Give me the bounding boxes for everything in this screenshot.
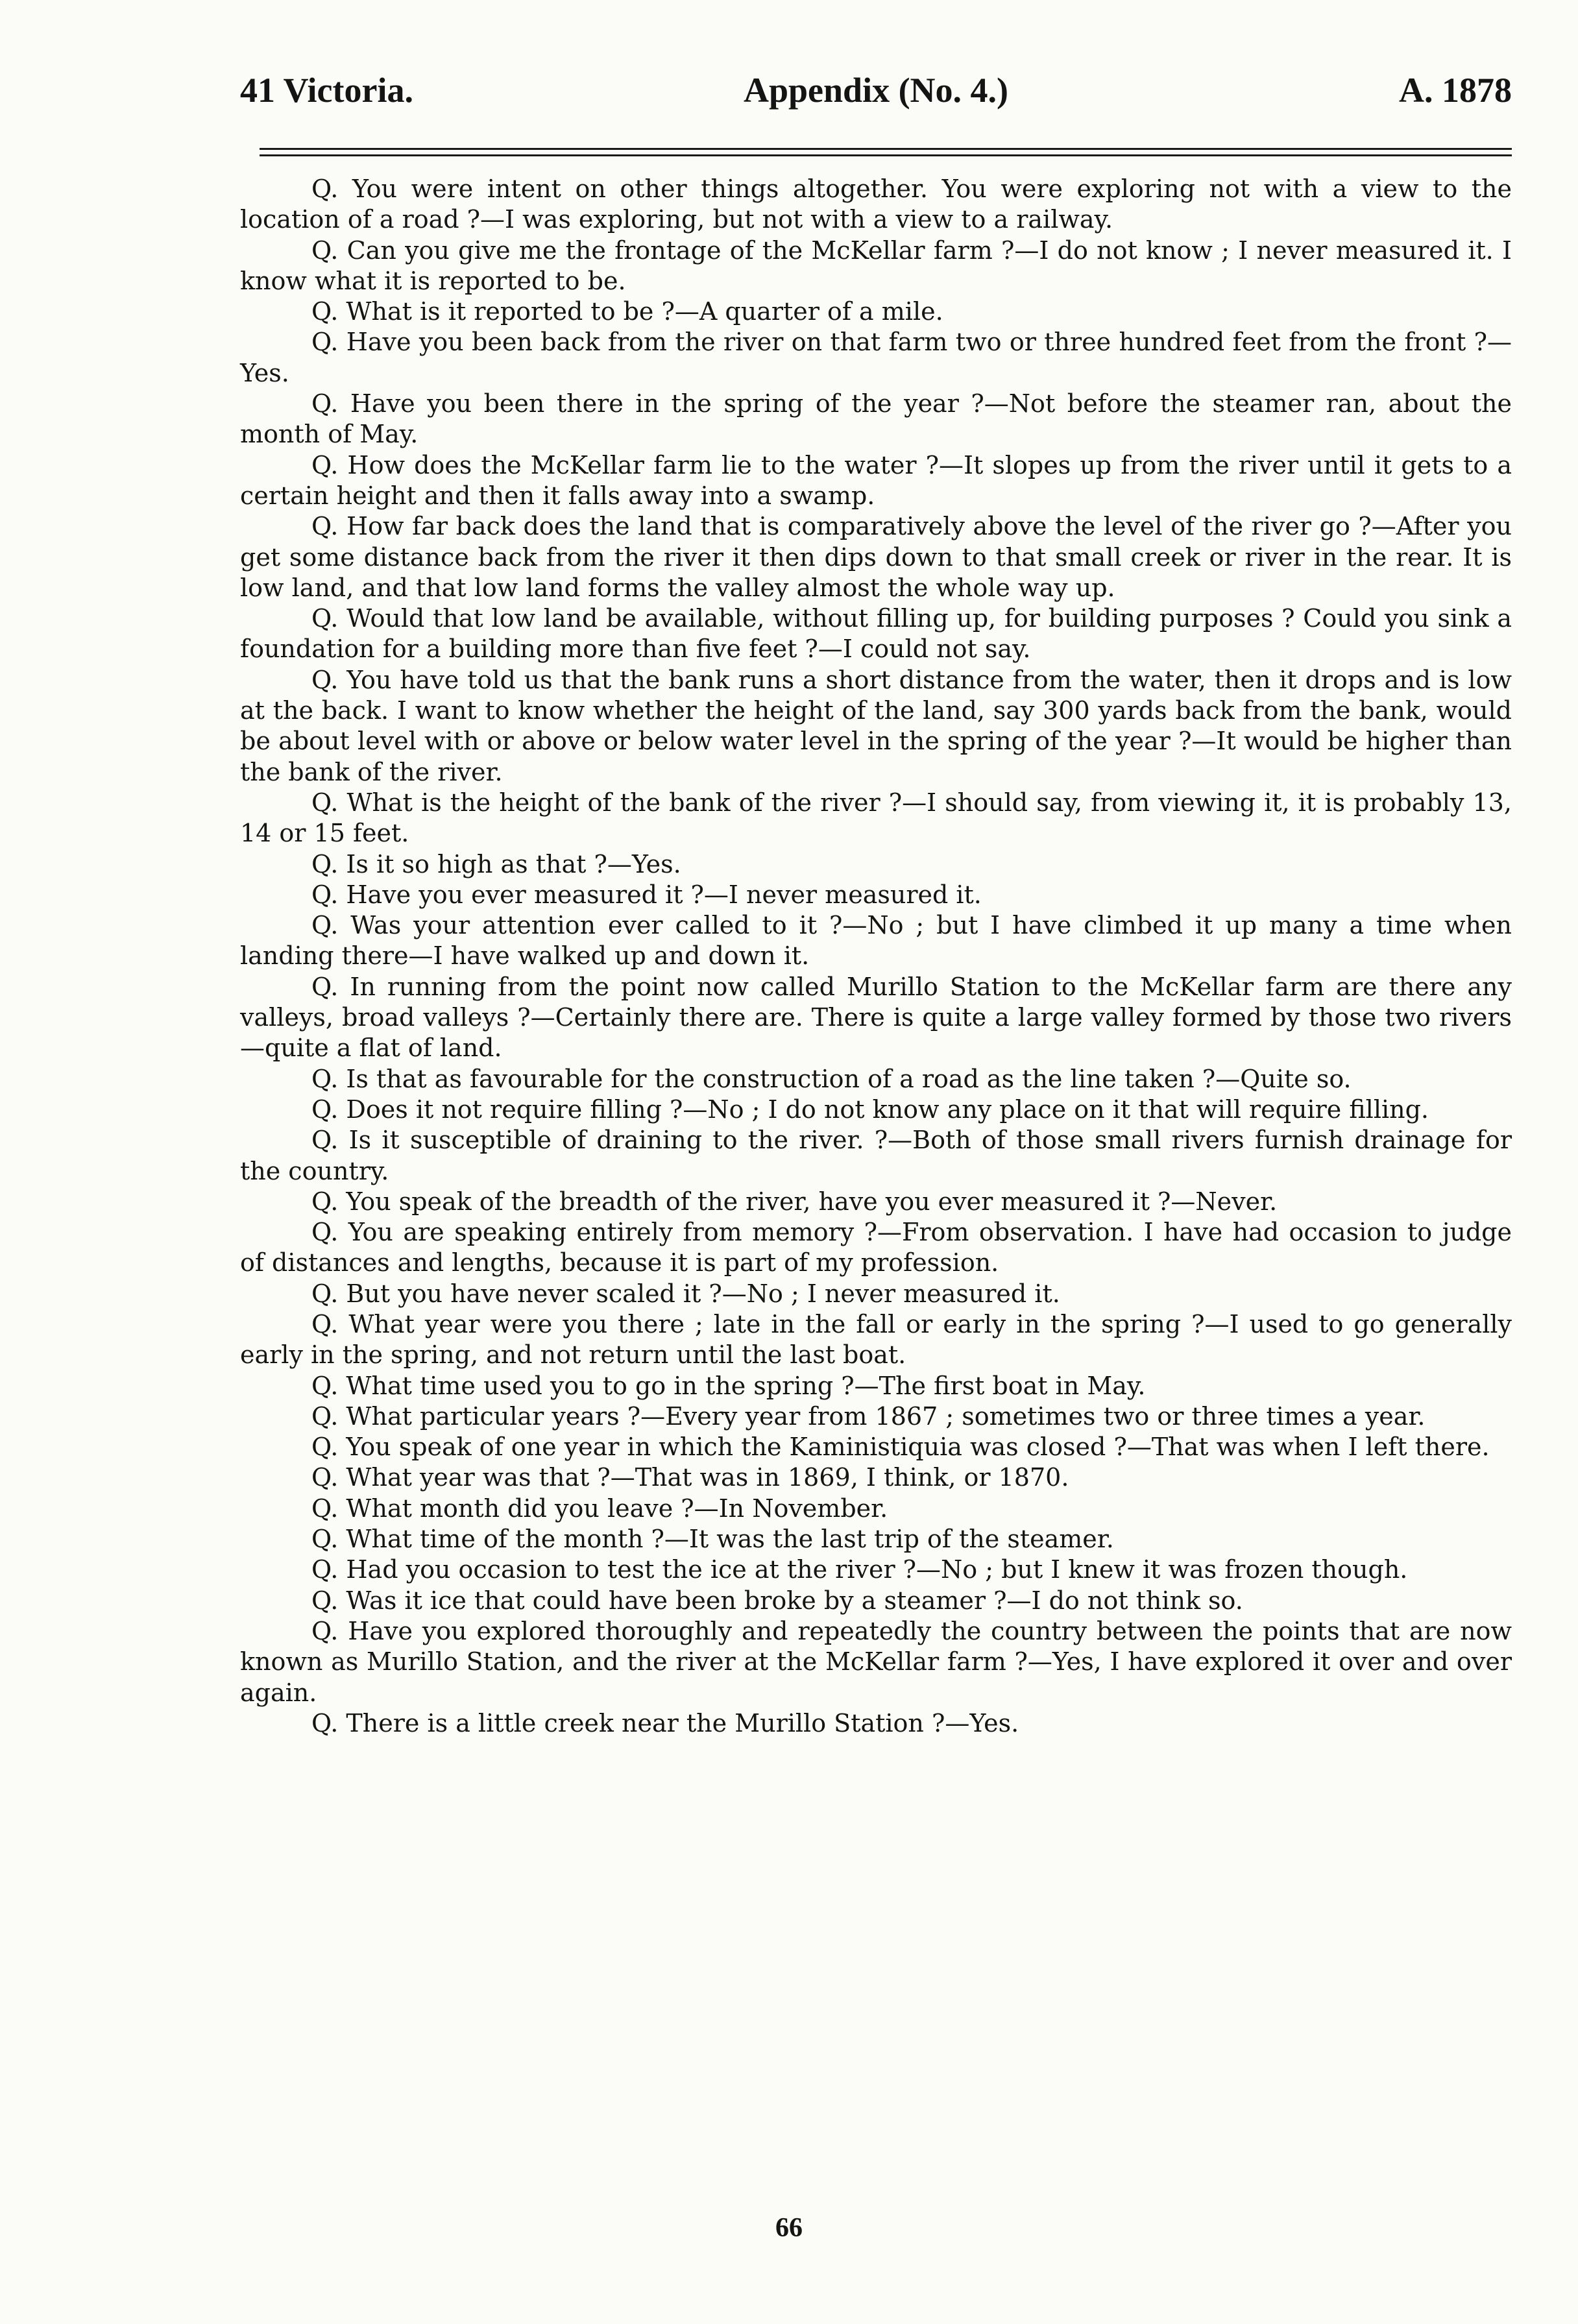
- page-number: 66: [775, 2213, 803, 2243]
- qa-paragraph: Q. Is that as favourable for the construction of a road as the line taken ?—Quite so.: [311, 1064, 1352, 1093]
- qa-paragraph: Q. You have told us that the bank runs a short distance from the water, then it drops and is low at the back. I want to know whether the height of the land, say 300 yards back from the bank, would be about level with or above or below water level in the spring of the year ?—It would be higher than the bank of the river.: [240, 665, 1512, 786]
- qa-paragraph: Q. What year was that ?—That was in 1869, I think, or 1870.: [311, 1463, 1069, 1492]
- header-year: A. 1878: [1399, 71, 1512, 110]
- qa-paragraph: Q. Have you been there in the spring of the year ?—Not before the steamer ran, about the month of May.: [240, 389, 1512, 449]
- qa-paragraph: Q. Does it not require filling ?—No ; I do not know any place on it that will require filling.: [311, 1095, 1429, 1124]
- qa-paragraph: Q. What particular years ?—Every year from 1867 ; sometimes two or three times a year.: [311, 1401, 1426, 1431]
- qa-paragraph: Q. How far back does the land that is comparatively above the level of the river go ?—After you get some distance back from the river it then dips down to that small creek or river in the rear. It is low land, and that low land forms the valley almost the whole way up.: [240, 512, 1512, 602]
- qa-paragraph: Q. Was your attention ever called to it ?—No ; but I have climbed it up many a time when landing there—I have walked up and down it.: [240, 911, 1512, 971]
- qa-paragraph: Q. Had you occasion to test the ice at the river ?—No ; but I knew it was frozen though.: [311, 1555, 1408, 1584]
- qa-paragraph: Q. What time used you to go in the spring ?—The first boat in May.: [311, 1371, 1146, 1400]
- qa-paragraph: Q. You were intent on other things altogether. You were exploring not with a view to the location of a road ?—I was exploring, but not with a view to a railway.: [240, 175, 1512, 234]
- qa-paragraph: Q. What time of the month ?—It was the last trip of the steamer.: [311, 1525, 1114, 1554]
- qa-paragraph: Q. You are speaking entirely from memory ?—From observation. I have had occasion to judge of distances and lengths, because it is part of my profession.: [240, 1218, 1512, 1277]
- qa-paragraph: Q. In running from the point now called Murillo Station to the McKellar farm are there any valleys, broad valleys ?—Certainly there are. There is quite a large valley formed by those two rivers—quite a flat of land.: [240, 972, 1512, 1063]
- header-rule: [260, 148, 1512, 150]
- qa-paragraph: Q. Can you give me the frontage of the McKellar farm ?—I do not know ; I never measured it. I know what it is reported to be.: [240, 236, 1512, 295]
- header-rule: [260, 154, 1512, 156]
- qa-paragraph: Q. Is it so high as that ?—Yes.: [311, 849, 681, 878]
- qa-paragraph: Q. Is it susceptible of draining to the river. ?—Both of those small rivers furnish drainage for the country.: [240, 1126, 1512, 1185]
- qa-paragraph: Q. Have you ever measured it ?—I never measured it.: [311, 880, 982, 909]
- qa-paragraph: Q. How does the McKellar farm lie to the water ?—It slopes up from the river until it gets to a certain height and then it falls away into a swamp.: [240, 450, 1512, 510]
- qa-paragraph: Q. What is the height of the bank of the river ?—I should say, from viewing it, it is probably 13, 14 or 15 feet.: [240, 788, 1512, 848]
- qa-paragraph: Q. There is a little creek near the Murillo Station ?—Yes.: [311, 1708, 1019, 1737]
- qa-paragraph: Q. Would that low land be available, without filling up, for building purposes ? Could you sink a foundation for a building more than five feet ?—I could not say.: [240, 604, 1512, 664]
- qa-paragraph: Q. You speak of the breadth of the river, have you ever measured it ?—Never.: [311, 1187, 1278, 1216]
- running-header: [240, 70, 1512, 122]
- qa-paragraph: Q. What year were you there ; late in the fall or early in the spring ?—I used to go generally early in the spring, and not return until the last boat.: [240, 1309, 1512, 1370]
- qa-paragraph: Q. Was it ice that could have been broke by a steamer ?—I do not think so.: [311, 1586, 1243, 1615]
- qa-paragraph: Q. What is it reported to be ?—A quarter of a mile.: [311, 297, 943, 326]
- testimony-body: [240, 174, 1512, 1739]
- qa-paragraph: Q. But you have never scaled it ?—No ; I never measured it.: [311, 1279, 1060, 1308]
- qa-paragraph: Q. You speak of one year in which the Kaministiquia was closed ?—That was when I left there.: [311, 1433, 1490, 1462]
- qa-paragraph: Q. Have you been back from the river on that farm two or three hundred feet from the front ?—Yes.: [240, 328, 1512, 387]
- header-session: 41 Victoria.: [240, 71, 413, 110]
- qa-paragraph: Q. Have you explored thoroughly and repeatedly the country between the points that are now known as Murillo Station, and the river at the McKellar farm ?—Yes, I have explored it over and over again.: [240, 1616, 1512, 1707]
- header-appendix: Appendix (No. 4.): [743, 71, 1009, 110]
- qa-paragraph: Q. What month did you leave ?—In November.: [311, 1494, 888, 1523]
